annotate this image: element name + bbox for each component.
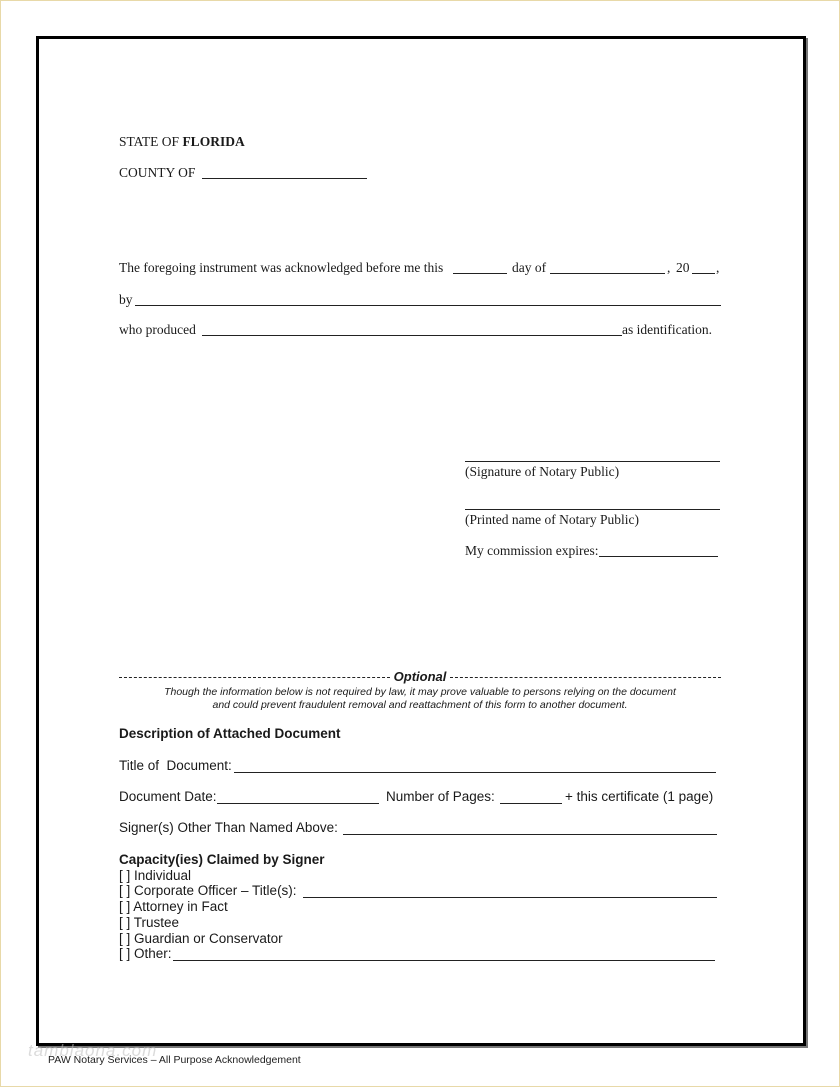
other-signers-field[interactable] xyxy=(343,834,717,835)
state-name: FLORIDA xyxy=(182,134,245,149)
pages-suffix: + this certificate (1 page) xyxy=(565,789,714,804)
site-watermark: tamblaona.com xyxy=(28,1041,158,1060)
signature-field[interactable] xyxy=(465,461,720,462)
printed-name-field[interactable] xyxy=(465,509,720,510)
other-capacity-field[interactable] xyxy=(173,960,715,961)
notice-line1: Though the information below is not required by law, it may prove valuable to persons relying on the document xyxy=(164,686,676,698)
num-pages-label: Number of Pages: xyxy=(386,789,495,804)
identification-field[interactable] xyxy=(202,335,622,336)
num-pages-field[interactable] xyxy=(500,803,562,804)
footer-text: PAW Notary Services – All Purpose Acknowledgement xyxy=(48,1054,301,1066)
identification-suffix: as identification. xyxy=(622,322,712,337)
month-field[interactable] xyxy=(550,273,665,274)
printed-name-caption: (Printed name of Notary Public) xyxy=(465,512,639,527)
by-label: by xyxy=(119,292,133,307)
state-prefix: STATE OF xyxy=(119,134,180,149)
doc-date-field[interactable] xyxy=(217,803,379,804)
capacity-corporate-officer[interactable]: [ ] Corporate Officer – Title(s): xyxy=(119,883,297,898)
ack-line1-text: The foregoing instrument was acknowledged before me this xyxy=(119,260,444,275)
doc-title-label: Title of Document: xyxy=(119,758,232,773)
day-of-label: day of xyxy=(512,260,547,275)
year-field[interactable] xyxy=(692,273,715,274)
produced-label: who produced xyxy=(119,322,196,337)
doc-date-label: Document Date: xyxy=(119,789,217,804)
capacity-trustee[interactable]: [ ] Trustee xyxy=(119,915,180,930)
commission-label: My commission expires: xyxy=(465,543,599,558)
optional-notice xyxy=(119,686,721,712)
capacity-attorney[interactable]: [ ] Attorney in Fact xyxy=(119,899,228,914)
county-field[interactable] xyxy=(202,178,367,179)
year-prefix: 20 xyxy=(676,260,690,275)
state-line xyxy=(119,134,245,150)
commission-field[interactable] xyxy=(599,556,718,557)
attached-doc-heading: Description of Attached Document xyxy=(119,726,341,741)
capacity-heading: Capacity(ies) Claimed by Signer xyxy=(119,852,325,867)
capacity-other[interactable]: [ ] Other: xyxy=(119,946,172,961)
by-field[interactable] xyxy=(135,305,721,306)
notice-line2: and could prevent fraudulent removal and reattachment of this form to another document. xyxy=(212,699,628,711)
other-signers-label: Signer(s) Other Than Named Above: xyxy=(119,820,338,835)
county-label: COUNTY OF xyxy=(119,165,196,180)
optional-label: Optional xyxy=(393,669,447,684)
day-field[interactable] xyxy=(453,273,507,274)
capacity-individual[interactable]: [ ] Individual xyxy=(119,868,192,883)
doc-title-field[interactable] xyxy=(234,772,716,773)
optional-divider xyxy=(119,669,721,684)
signature-caption: (Signature of Notary Public) xyxy=(465,464,620,479)
capacity-guardian[interactable]: [ ] Guardian or Conservator xyxy=(119,931,283,946)
officer-title-field[interactable] xyxy=(303,897,717,898)
